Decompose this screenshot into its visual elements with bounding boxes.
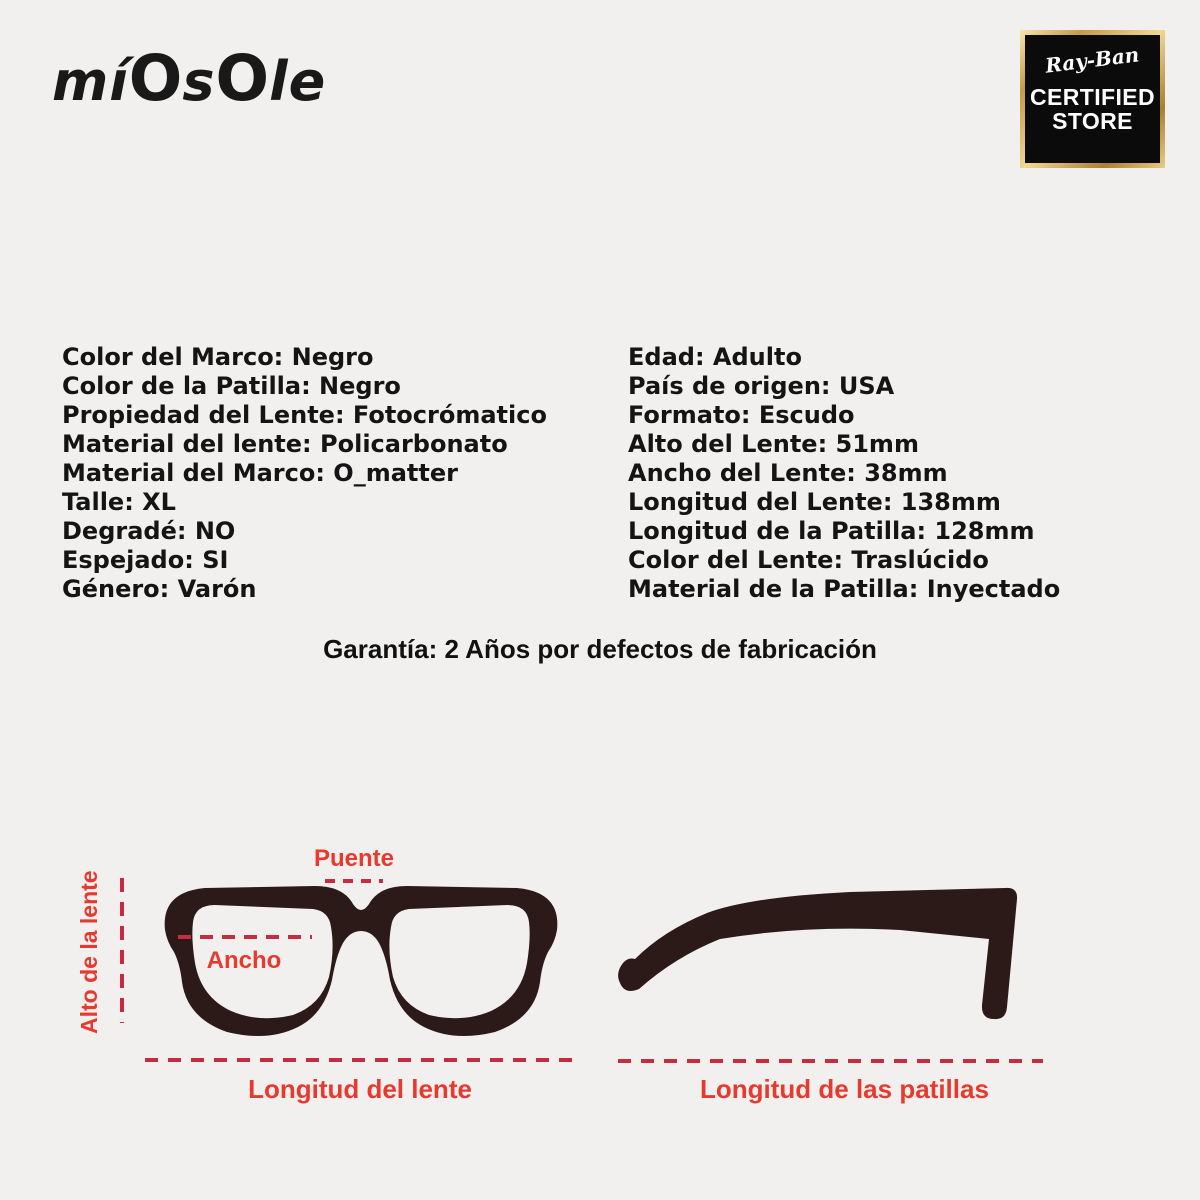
spec-value: USA bbox=[838, 372, 895, 400]
spec-value: Varón bbox=[177, 575, 257, 603]
spec-label: Material del lente: bbox=[62, 430, 312, 458]
lens-height-label: Alto de la lente bbox=[76, 870, 102, 1034]
spec-value: Negro bbox=[319, 372, 401, 400]
spec-label: Espejado: bbox=[62, 546, 194, 574]
spec-label: Alto del Lente: bbox=[628, 430, 828, 458]
spec-line bbox=[62, 401, 547, 430]
spec-value: XL bbox=[142, 488, 176, 516]
bridge-label: Puente bbox=[313, 845, 394, 872]
spec-label: Longitud del Lente: bbox=[628, 488, 893, 516]
spec-line bbox=[62, 546, 547, 575]
spec-line bbox=[62, 459, 547, 488]
rayban-certified-store-badge bbox=[1020, 30, 1165, 168]
spec-label: País de origen: bbox=[628, 372, 831, 400]
glasses-temple-side-view bbox=[618, 888, 1017, 1019]
spec-value: SI bbox=[202, 546, 229, 574]
spec-line bbox=[62, 488, 547, 517]
spec-value: 128mm bbox=[934, 517, 1035, 545]
spec-label: Propiedad del Lente: bbox=[62, 401, 345, 429]
spec-label: Degradé: bbox=[62, 517, 187, 545]
spec-value: Adulto bbox=[712, 343, 802, 371]
logo-text: le bbox=[269, 50, 327, 113]
spec-line bbox=[628, 343, 1060, 372]
miosole-logo bbox=[52, 42, 326, 115]
temple-arm-shape bbox=[618, 888, 1017, 1019]
spec-value: 138mm bbox=[900, 488, 1001, 516]
spec-value: 38mm bbox=[864, 459, 948, 487]
lens-width-label: Ancho bbox=[206, 947, 282, 974]
spec-value: Policarbonato bbox=[320, 430, 508, 458]
spec-line bbox=[62, 430, 547, 459]
spec-line bbox=[62, 372, 547, 401]
spec-label: Color del Marco: bbox=[62, 343, 284, 371]
rayban-script-logo: Ray-Ban bbox=[1044, 42, 1141, 78]
warranty-text: Garantía: 2 Años por defectos de fabricación bbox=[323, 634, 877, 664]
spec-line bbox=[628, 546, 1060, 575]
temple-length-label: Longitud de las patillas bbox=[700, 1074, 989, 1104]
spec-value: Traslúcido bbox=[851, 546, 989, 574]
lens-length-label: Longitud del lente bbox=[248, 1074, 472, 1104]
spec-label: Formato: bbox=[628, 401, 751, 429]
spec-label: Longitud de la Patilla: bbox=[628, 517, 927, 545]
store-label: STORE bbox=[1052, 108, 1133, 135]
spec-line bbox=[62, 343, 547, 372]
spec-line bbox=[628, 517, 1060, 546]
spec-list-left bbox=[62, 343, 547, 604]
spec-line bbox=[62, 575, 547, 604]
spec-line bbox=[628, 401, 1060, 430]
spec-value: Negro bbox=[291, 343, 374, 371]
logo-text: s bbox=[182, 50, 216, 113]
logo-text: mí bbox=[52, 50, 129, 113]
spec-list-right bbox=[628, 343, 1060, 604]
badge-inner bbox=[1025, 35, 1160, 163]
measurement-diagram bbox=[0, 830, 1200, 1150]
logo-lens-o-left: O bbox=[128, 42, 183, 115]
spec-label: Género: bbox=[62, 575, 170, 603]
spec-line bbox=[628, 430, 1060, 459]
spec-label: Color de la Patilla: bbox=[62, 372, 311, 400]
spec-label: Material del Marco: bbox=[62, 459, 325, 487]
spec-label: Edad: bbox=[628, 343, 705, 371]
spec-label: Ancho del Lente: bbox=[628, 459, 856, 487]
spec-value: 51mm bbox=[835, 430, 919, 458]
spec-label: Color del Lente: bbox=[628, 546, 844, 574]
spec-value: NO bbox=[194, 517, 236, 545]
spec-line bbox=[628, 575, 1060, 604]
spec-line bbox=[628, 488, 1060, 517]
spec-label: Material de la Patilla: bbox=[628, 575, 919, 603]
spec-value: Fotocrómatico bbox=[352, 401, 547, 429]
spec-line bbox=[62, 517, 547, 546]
spec-value: O_matter bbox=[333, 459, 458, 487]
spec-value: Inyectado bbox=[926, 575, 1061, 603]
certified-label: CERTIFIED bbox=[1030, 84, 1155, 110]
spec-label: Talle: bbox=[62, 488, 134, 516]
logo-lens-o-right: O bbox=[215, 42, 270, 115]
spec-value: Escudo bbox=[758, 401, 855, 429]
spec-line bbox=[628, 372, 1060, 401]
spec-line bbox=[628, 459, 1060, 488]
